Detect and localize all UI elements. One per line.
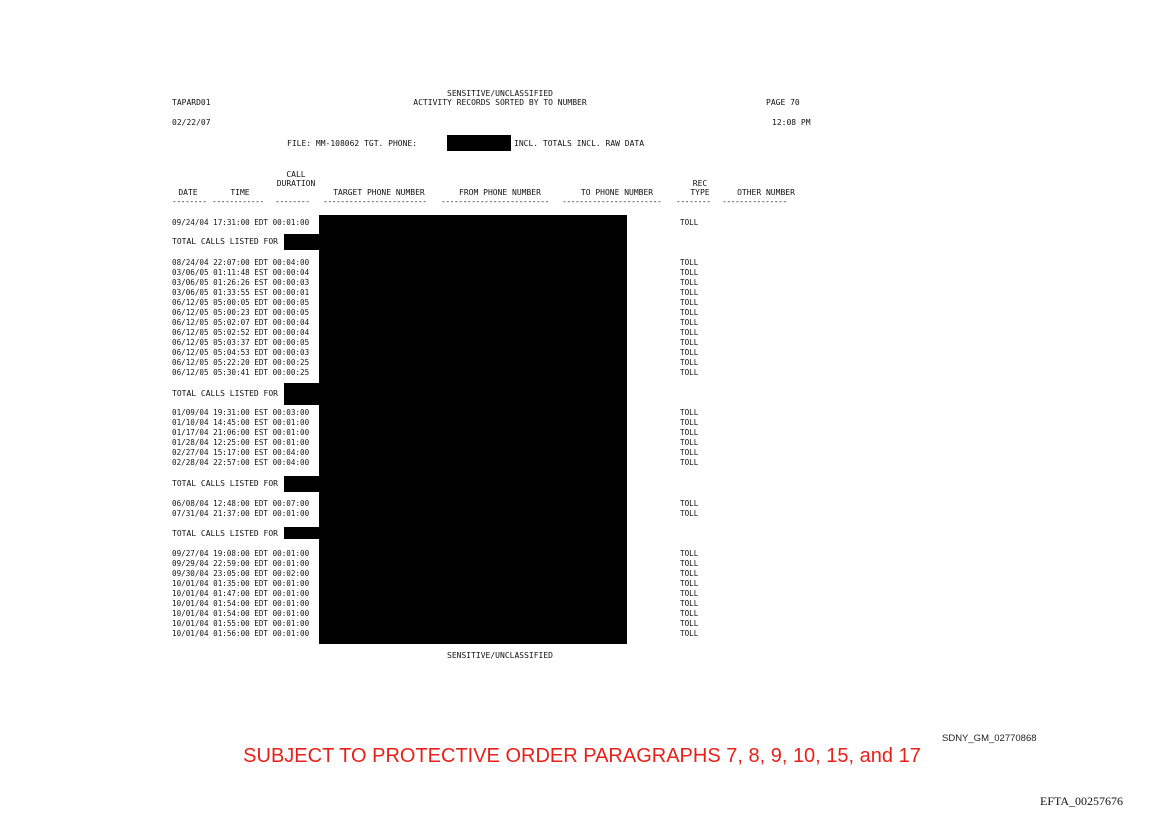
total-calls-label: TOTAL CALLS LISTED FOR	[172, 529, 278, 538]
record-type: TOLL	[680, 358, 699, 367]
total-calls-label: TOTAL CALLS LISTED FOR	[172, 479, 278, 488]
report-date: 02/22/07	[172, 118, 211, 127]
col-target: TARGET PHONE NUMBER	[333, 188, 425, 197]
record-type: TOLL	[680, 629, 699, 638]
record-type: TOLL	[680, 328, 699, 337]
record-row: 03/06/05 01:11:48 EST 00:00:04	[172, 268, 310, 277]
record-row: 01/10/04 14:45:00 EST 00:01:00	[172, 418, 310, 427]
record-row: 03/06/05 01:26:26 EST 00:00:03	[172, 278, 310, 287]
record-type: TOLL	[680, 278, 699, 287]
col-from: FROM PHONE NUMBER	[459, 188, 541, 197]
record-row: 07/31/04 21:37:00 EDT 00:01:00	[172, 509, 310, 518]
record-type: TOLL	[680, 268, 699, 277]
record-type: TOLL	[680, 569, 699, 578]
header-classification: SENSITIVE/UNCLASSIFIED	[447, 89, 553, 98]
footer-classification: SENSITIVE/UNCLASSIFIED	[447, 651, 553, 660]
redaction-block	[284, 234, 320, 250]
efta-number: EFTA_00257676	[1040, 794, 1124, 808]
header-rule: -------------------------	[441, 198, 549, 206]
record-type: TOLL	[680, 438, 699, 447]
record-type: TOLL	[680, 458, 699, 467]
record-row: 01/09/04 19:31:00 EST 00:03:00	[172, 408, 310, 417]
record-type: TOLL	[680, 428, 699, 437]
record-row: 06/12/05 05:00:05 EDT 00:00:05	[172, 298, 310, 307]
record-type: TOLL	[680, 619, 699, 628]
record-row: 10/01/04 01:47:00 EDT 00:01:00	[172, 589, 310, 598]
record-type: TOLL	[680, 509, 699, 518]
record-type: TOLL	[680, 298, 699, 307]
file-line-suffix: INCL. TOTALS INCL. RAW DATA	[514, 139, 645, 148]
record-type: TOLL	[680, 408, 699, 417]
record-row: 01/28/04 12:25:00 EST 00:01:00	[172, 438, 310, 447]
report-time: 12:08 PM	[772, 118, 811, 127]
record-type: TOLL	[680, 258, 699, 267]
record-row: 02/27/04 15:17:00 EST 00:04:00	[172, 448, 310, 457]
redaction-block	[284, 527, 320, 539]
redaction-block	[319, 215, 627, 644]
record-type: TOLL	[680, 218, 699, 227]
header-rule: --------	[275, 198, 310, 206]
col-to: TO PHONE NUMBER	[580, 188, 654, 197]
record-row: 08/24/04 22:07:00 EDT 00:04:00	[172, 258, 310, 267]
header-rule: -----------------------	[562, 198, 662, 206]
col-call: CALL	[286, 170, 306, 179]
record-type: TOLL	[680, 579, 699, 588]
redaction-block	[284, 383, 320, 405]
record-type: TOLL	[680, 549, 699, 558]
record-type: TOLL	[680, 609, 699, 618]
record-row: 06/12/05 05:03:37 EDT 00:00:05	[172, 338, 310, 347]
record-row: 10/01/04 01:54:00 EDT 00:01:00	[172, 609, 310, 618]
col-date: DATE	[178, 188, 198, 197]
record-row: 03/06/05 01:33:55 EST 00:00:01	[172, 288, 310, 297]
record-row: 09/30/04 23:05:00 EDT 00:02:00	[172, 569, 310, 578]
record-type: TOLL	[680, 318, 699, 327]
header-rule: ---------------	[722, 198, 787, 206]
record-row: 06/12/05 05:22:20 EDT 00:00:25	[172, 358, 310, 367]
redaction-block	[284, 476, 320, 492]
header-rule: ------------------------	[323, 198, 427, 206]
col-other: OTHER NUMBER	[737, 188, 795, 197]
record-type: TOLL	[680, 288, 699, 297]
redaction-block	[447, 135, 511, 151]
record-type: TOLL	[680, 448, 699, 457]
record-type: TOLL	[680, 308, 699, 317]
record-type: TOLL	[680, 589, 699, 598]
record-type: TOLL	[680, 599, 699, 608]
record-row: 10/01/04 01:35:00 EDT 00:01:00	[172, 579, 310, 588]
record-row: 09/24/04 17:31:00 EDT 00:01:00	[172, 218, 310, 227]
record-row: 06/12/05 05:04:53 EDT 00:00:03	[172, 348, 310, 357]
total-calls-label: TOTAL CALLS LISTED FOR	[172, 389, 278, 398]
col-duration: DURATION	[276, 179, 316, 188]
col-rec: REC	[692, 179, 708, 188]
protective-order-notice: SUBJECT TO PROTECTIVE ORDER PARAGRAPHS 7, 8, 9, 10, 15, and 17	[243, 745, 921, 767]
record-row: 06/12/05 05:00:23 EDT 00:00:05	[172, 308, 310, 317]
col-type: TYPE	[690, 188, 710, 197]
header-rule: ------------	[212, 198, 264, 206]
col-time: TIME	[230, 188, 250, 197]
program-id: TAPARD01	[172, 98, 211, 107]
record-row: 09/27/04 19:08:00 EDT 00:01:00	[172, 549, 310, 558]
record-row: 01/17/04 21:06:00 EST 00:01:00	[172, 428, 310, 437]
record-type: TOLL	[680, 368, 699, 377]
record-row: 09/29/04 22:59:00 EDT 00:01:00	[172, 559, 310, 568]
record-type: TOLL	[680, 338, 699, 347]
record-type: TOLL	[680, 499, 699, 508]
record-type: TOLL	[680, 418, 699, 427]
header-rule: --------	[676, 198, 711, 206]
file-line-prefix: FILE: MM-108062 TGT. PHONE:	[287, 139, 418, 148]
page-number: PAGE 70	[766, 98, 800, 107]
total-calls-label: TOTAL CALLS LISTED FOR	[172, 237, 278, 246]
record-row: 06/12/05 05:02:07 EDT 00:00:04	[172, 318, 310, 327]
header-rule: --------	[172, 198, 207, 206]
record-row: 10/01/04 01:56:00 EDT 00:01:00	[172, 629, 310, 638]
record-row: 06/12/05 05:30:41 EDT 00:00:25	[172, 368, 310, 377]
record-row: 06/12/05 05:02:52 EDT 00:00:04	[172, 328, 310, 337]
report-title: ACTIVITY RECORDS SORTED BY TO NUMBER	[413, 98, 587, 107]
record-row: 02/28/04 22:57:00 EST 00:04:00	[172, 458, 310, 467]
record-type: TOLL	[680, 348, 699, 357]
record-row: 06/08/04 12:48:00 EDT 00:07:00	[172, 499, 310, 508]
bates-number: SDNY_GM_02770868	[942, 733, 1037, 744]
record-row: 10/01/04 01:54:00 EDT 00:01:00	[172, 599, 310, 608]
record-row: 10/01/04 01:55:00 EDT 00:01:00	[172, 619, 310, 628]
record-type: TOLL	[680, 559, 699, 568]
